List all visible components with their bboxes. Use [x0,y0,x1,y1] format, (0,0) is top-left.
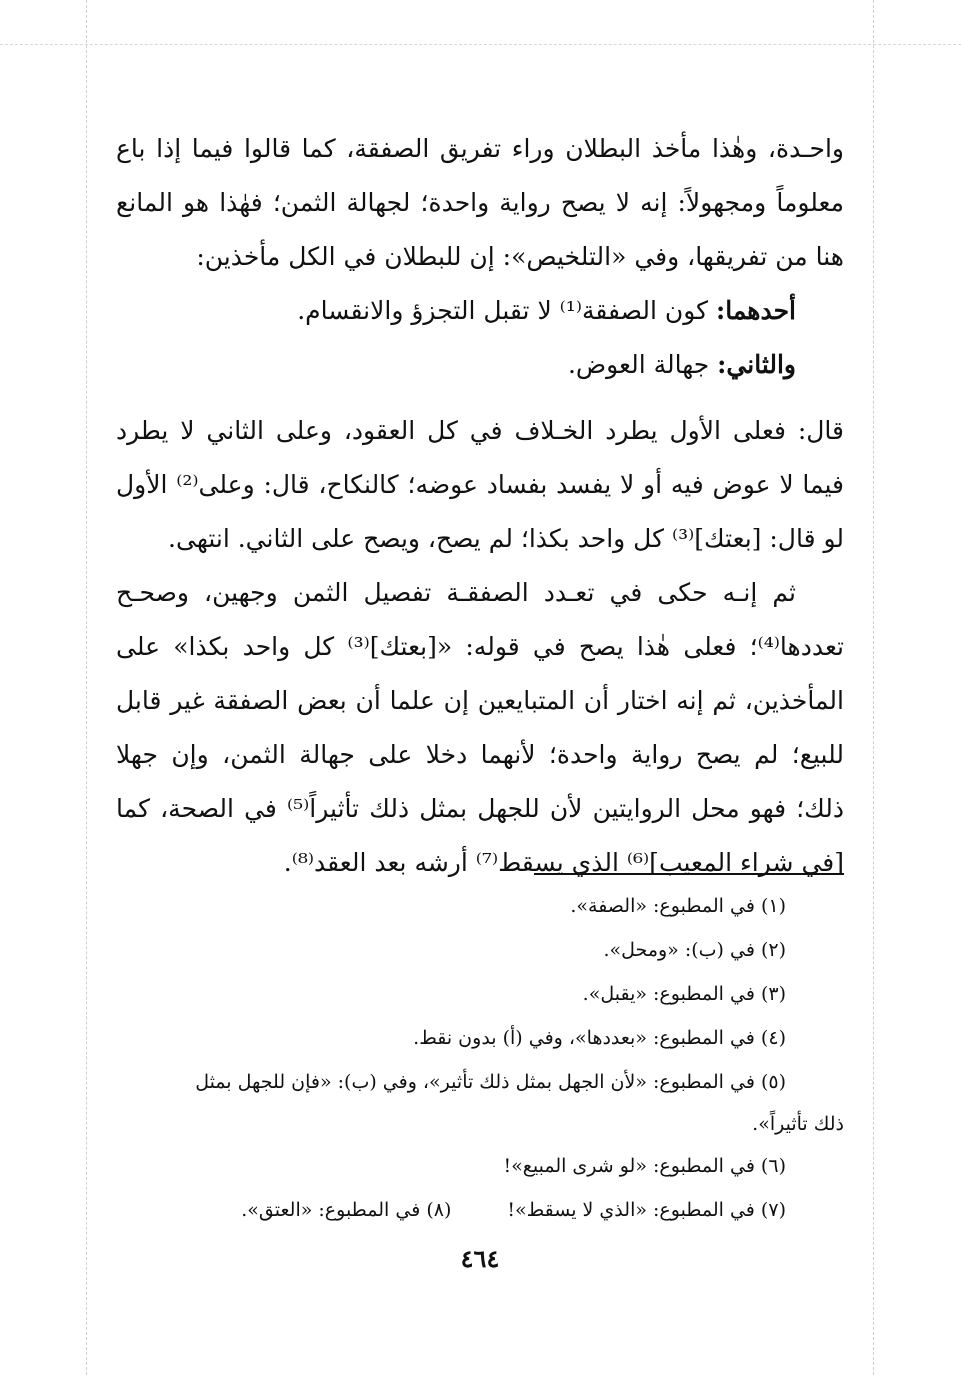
text-line: فيما لا عوض فيه أو لا يفسد بفساد عوضه؛ كالنكاح، قال: وعلى⁽²⁾ الأول [116,470,844,499]
second-point-text: جهالة العوض. [567,350,710,379]
footnote-7: (٧) في المطبوع: «الذي لا يسقط»! [507,1199,786,1221]
first-point-line [116,284,844,338]
footnotes [116,884,844,1232]
main-text [116,122,844,890]
scan-edge-top [0,44,961,45]
first-point-text: كون الصفقة⁽¹⁾ لا تقبل التجزؤ والانقسام. [297,296,709,325]
text-line: ثم إنـه حكى في تعـدد الصفقـة تفصيل الثمن وجهين، وصحـح [116,578,796,607]
text-line: واحـدة، وهٰذا مأخذ البطلان وراء تفريق الصفقة، كما قالوا فيما إذا باع [116,134,844,163]
text-line: هنا من تفريقها، وفي «التلخيص»: إن للبطلان في الكل مأخذين: [196,242,844,271]
second-point-line [116,338,844,392]
text-line: المأخذين، ثم إنه اختار أن المتبايعين إن علما أن بعض الصفقة غير قابل [116,686,844,715]
footnote-2: (٢) في (ب): «ومحل». [603,939,786,961]
scan-edge-right [873,0,874,1375]
scan-edge-left [86,0,87,1375]
footnote-5-continuation: ذلك تأثيراً». [752,1113,844,1135]
text-line: لو قال: [بعتك]⁽³⁾ كل واحد بكذا؛ لم يصح، ويصح على الثاني. انتهى. [168,524,844,553]
footnote-6: (٦) في المطبوع: «لو شرى المبيع»! [503,1155,786,1177]
footnote-4: (٤) في المطبوع: «بعددها»، وفي (أ) بدون نقط. [413,1027,786,1049]
text-line: قال: فعلى الأول يطرد الخـلاف في كل العقود، وعلى الثاني لا يطرد [116,416,844,445]
footnote-separator [534,873,844,875]
footnote-8: (٨) في المطبوع: «العتق». [241,1199,452,1221]
first-point-label: أحدهما: [715,296,796,325]
text-line: معلوماً ومجهولاً: إنه لا يصح رواية واحدة؛ لجهالة الثمن؛ فهٰذا هو المانع [116,188,844,217]
text-line: ذلك؛ فهو محل الروايتين لأن للجهل بمثل ذلك تأثيراً⁽⁵⁾ في الصحة، كما [116,794,844,823]
footnote-1: (١) في المطبوع: «الصفة». [570,895,786,917]
text-line: للبيع؛ لم يصح رواية واحدة؛ لأنهما دخلا على جهالة الثمن، وإن جهلا [116,740,844,769]
footnote-5: (٥) في المطبوع: «لأن الجهل بمثل ذلك تأثير»، وفي (ب): «فإن للجهل بمثل [195,1071,786,1093]
text-line: تعددها⁽⁴⁾؛ فعلى هٰذا يصح في قوله: «[بعتك]⁽³⁾ كل واحد بكذا» على [116,632,844,661]
footnote-3: (٣) في المطبوع: «يقبل». [582,983,786,1005]
second-point-label: والثاني: [717,350,796,379]
text-line: [في شراء المعيب]⁽⁶⁾ الذي يسقط⁽⁷⁾ أرشه بعد العقد⁽⁸⁾. [283,848,844,877]
footnote-7-8-row [116,1188,844,1232]
page-number: ٤٦٤ [460,1244,500,1273]
